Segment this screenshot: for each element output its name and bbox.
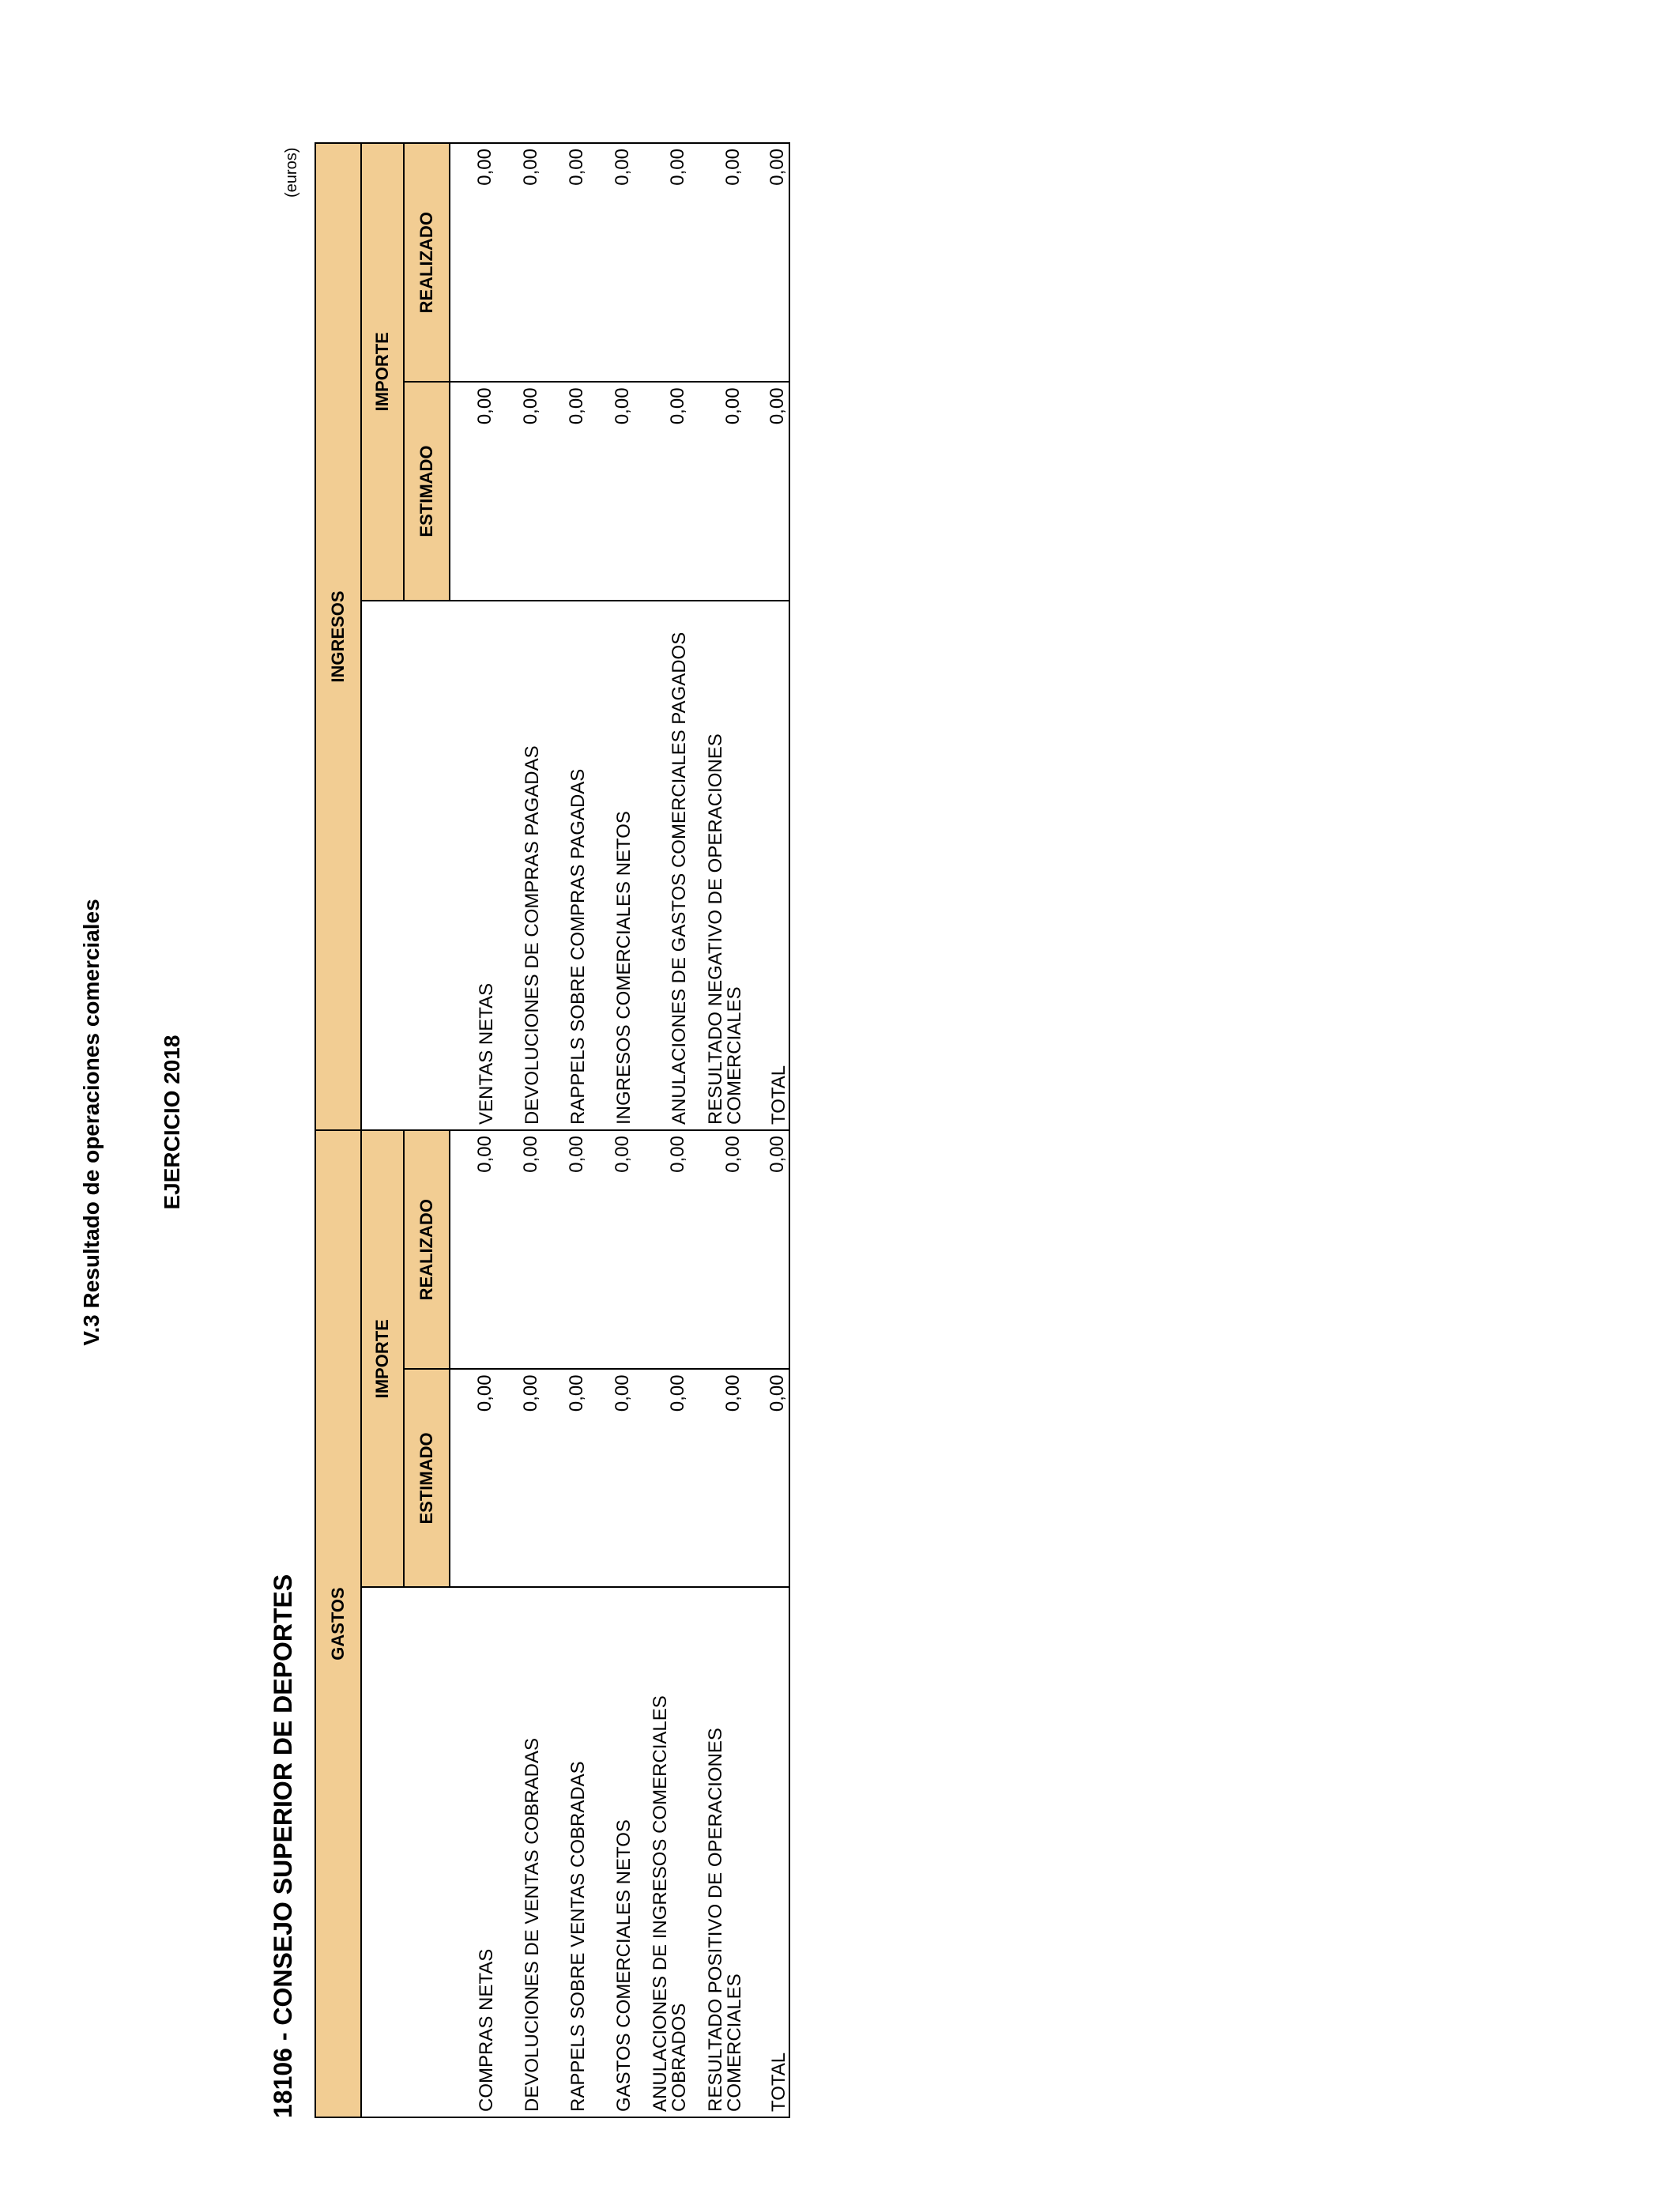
ingreso-estimado-value: 0,00: [542, 382, 588, 600]
operations-table: [315, 142, 790, 2118]
gasto-label: COMPRAS NETAS: [450, 1588, 496, 2118]
ingreso-estimado-value: 0,00: [450, 382, 496, 600]
ingreso-realizado-value: 0,00: [689, 143, 744, 382]
report-page: [71, 40, 964, 2118]
table-row: [450, 143, 496, 2117]
ingreso-label: RESULTADO NEGATIVO DE OPERACIONES COMERCIALES: [689, 601, 744, 1131]
gasto-realizado-value: 0,00: [450, 1130, 496, 1369]
gasto-realizado-value: 0,00: [744, 1130, 789, 1369]
ingreso-realizado-value: 0,00: [588, 143, 634, 382]
gastos-realizado-header: REALIZADO: [404, 1130, 450, 1369]
ingreso-label: ANULACIONES DE GASTOS COMERCIALES PAGADOS: [634, 601, 689, 1131]
ingreso-estimado-value: 0,00: [689, 382, 744, 600]
gasto-estimado-value: 0,00: [588, 1369, 634, 1587]
ingreso-label: VENTAS NETAS: [450, 601, 496, 1131]
table-row-total: [744, 143, 789, 2117]
ingreso-realizado-value: 0,00: [634, 143, 689, 382]
gasto-label: GASTOS COMERCIALES NETOS: [588, 1588, 634, 2118]
table-row: [689, 143, 744, 2117]
table-row: [496, 143, 542, 2117]
gasto-estimado-value: 0,00: [634, 1369, 689, 1587]
ingreso-label: DEVOLUCIONES DE COMPRAS PAGADAS: [496, 601, 542, 1131]
ingresos-blank-header: [361, 601, 450, 1131]
gasto-label: ANULACIONES DE INGRESOS COMERCIALES COBRADOS: [634, 1588, 689, 2118]
units-label: (euros): [283, 147, 300, 198]
fiscal-year: EJERCICIO 2018: [160, 1035, 184, 1210]
ingreso-realizado-value: 0,00: [496, 143, 542, 382]
ingreso-label: TOTAL: [744, 601, 789, 1131]
table-row: [542, 143, 588, 2117]
page-title: V.3 Resultado de operaciones comerciales: [79, 899, 104, 1346]
gasto-label: TOTAL: [744, 1588, 789, 2118]
gasto-estimado-value: 0,00: [542, 1369, 588, 1587]
gastos-importe-header: IMPORTE: [361, 1130, 404, 1587]
gastos-blank-header: [361, 1588, 450, 2118]
ingresos-estimado-header: ESTIMADO: [404, 382, 450, 600]
table-row: [634, 143, 689, 2117]
gastos-estimado-header: ESTIMADO: [404, 1369, 450, 1587]
gasto-realizado-value: 0,00: [689, 1130, 744, 1369]
gasto-label: RAPPELS SOBRE VENTAS COBRADAS: [542, 1588, 588, 2118]
ingreso-realizado-value: 0,00: [450, 143, 496, 382]
gasto-estimado-value: 0,00: [744, 1369, 789, 1587]
gasto-estimado-value: 0,00: [450, 1369, 496, 1587]
ingreso-label: INGRESOS COMERCIALES NETOS: [588, 601, 634, 1131]
gastos-header: GASTOS: [315, 1130, 361, 2117]
entity-name: 18106 - CONSEJO SUPERIOR DE DEPORTES: [269, 1574, 297, 2118]
ingreso-label: RAPPELS SOBRE COMPRAS PAGADAS: [542, 601, 588, 1131]
ingresos-realizado-header: REALIZADO: [404, 143, 450, 382]
table-row: [588, 143, 634, 2117]
ingresos-importe-header: IMPORTE: [361, 143, 404, 601]
ingresos-header: INGRESOS: [315, 143, 361, 1130]
gasto-label: RESULTADO POSITIVO DE OPERACIONES COMERCIALES: [689, 1588, 744, 2118]
ingreso-estimado-value: 0,00: [634, 382, 689, 600]
gasto-estimado-value: 0,00: [689, 1369, 744, 1587]
gasto-label: DEVOLUCIONES DE VENTAS COBRADAS: [496, 1588, 542, 2118]
gasto-realizado-value: 0,00: [496, 1130, 542, 1369]
ingreso-estimado-value: 0,00: [588, 382, 634, 600]
ingreso-estimado-value: 0,00: [496, 382, 542, 600]
ingreso-realizado-value: 0,00: [542, 143, 588, 382]
gasto-estimado-value: 0,00: [496, 1369, 542, 1587]
gasto-realizado-value: 0,00: [542, 1130, 588, 1369]
gasto-realizado-value: 0,00: [588, 1130, 634, 1369]
gasto-realizado-value: 0,00: [634, 1130, 689, 1369]
ingreso-estimado-value: 0,00: [744, 382, 789, 600]
ingreso-realizado-value: 0,00: [744, 143, 789, 382]
